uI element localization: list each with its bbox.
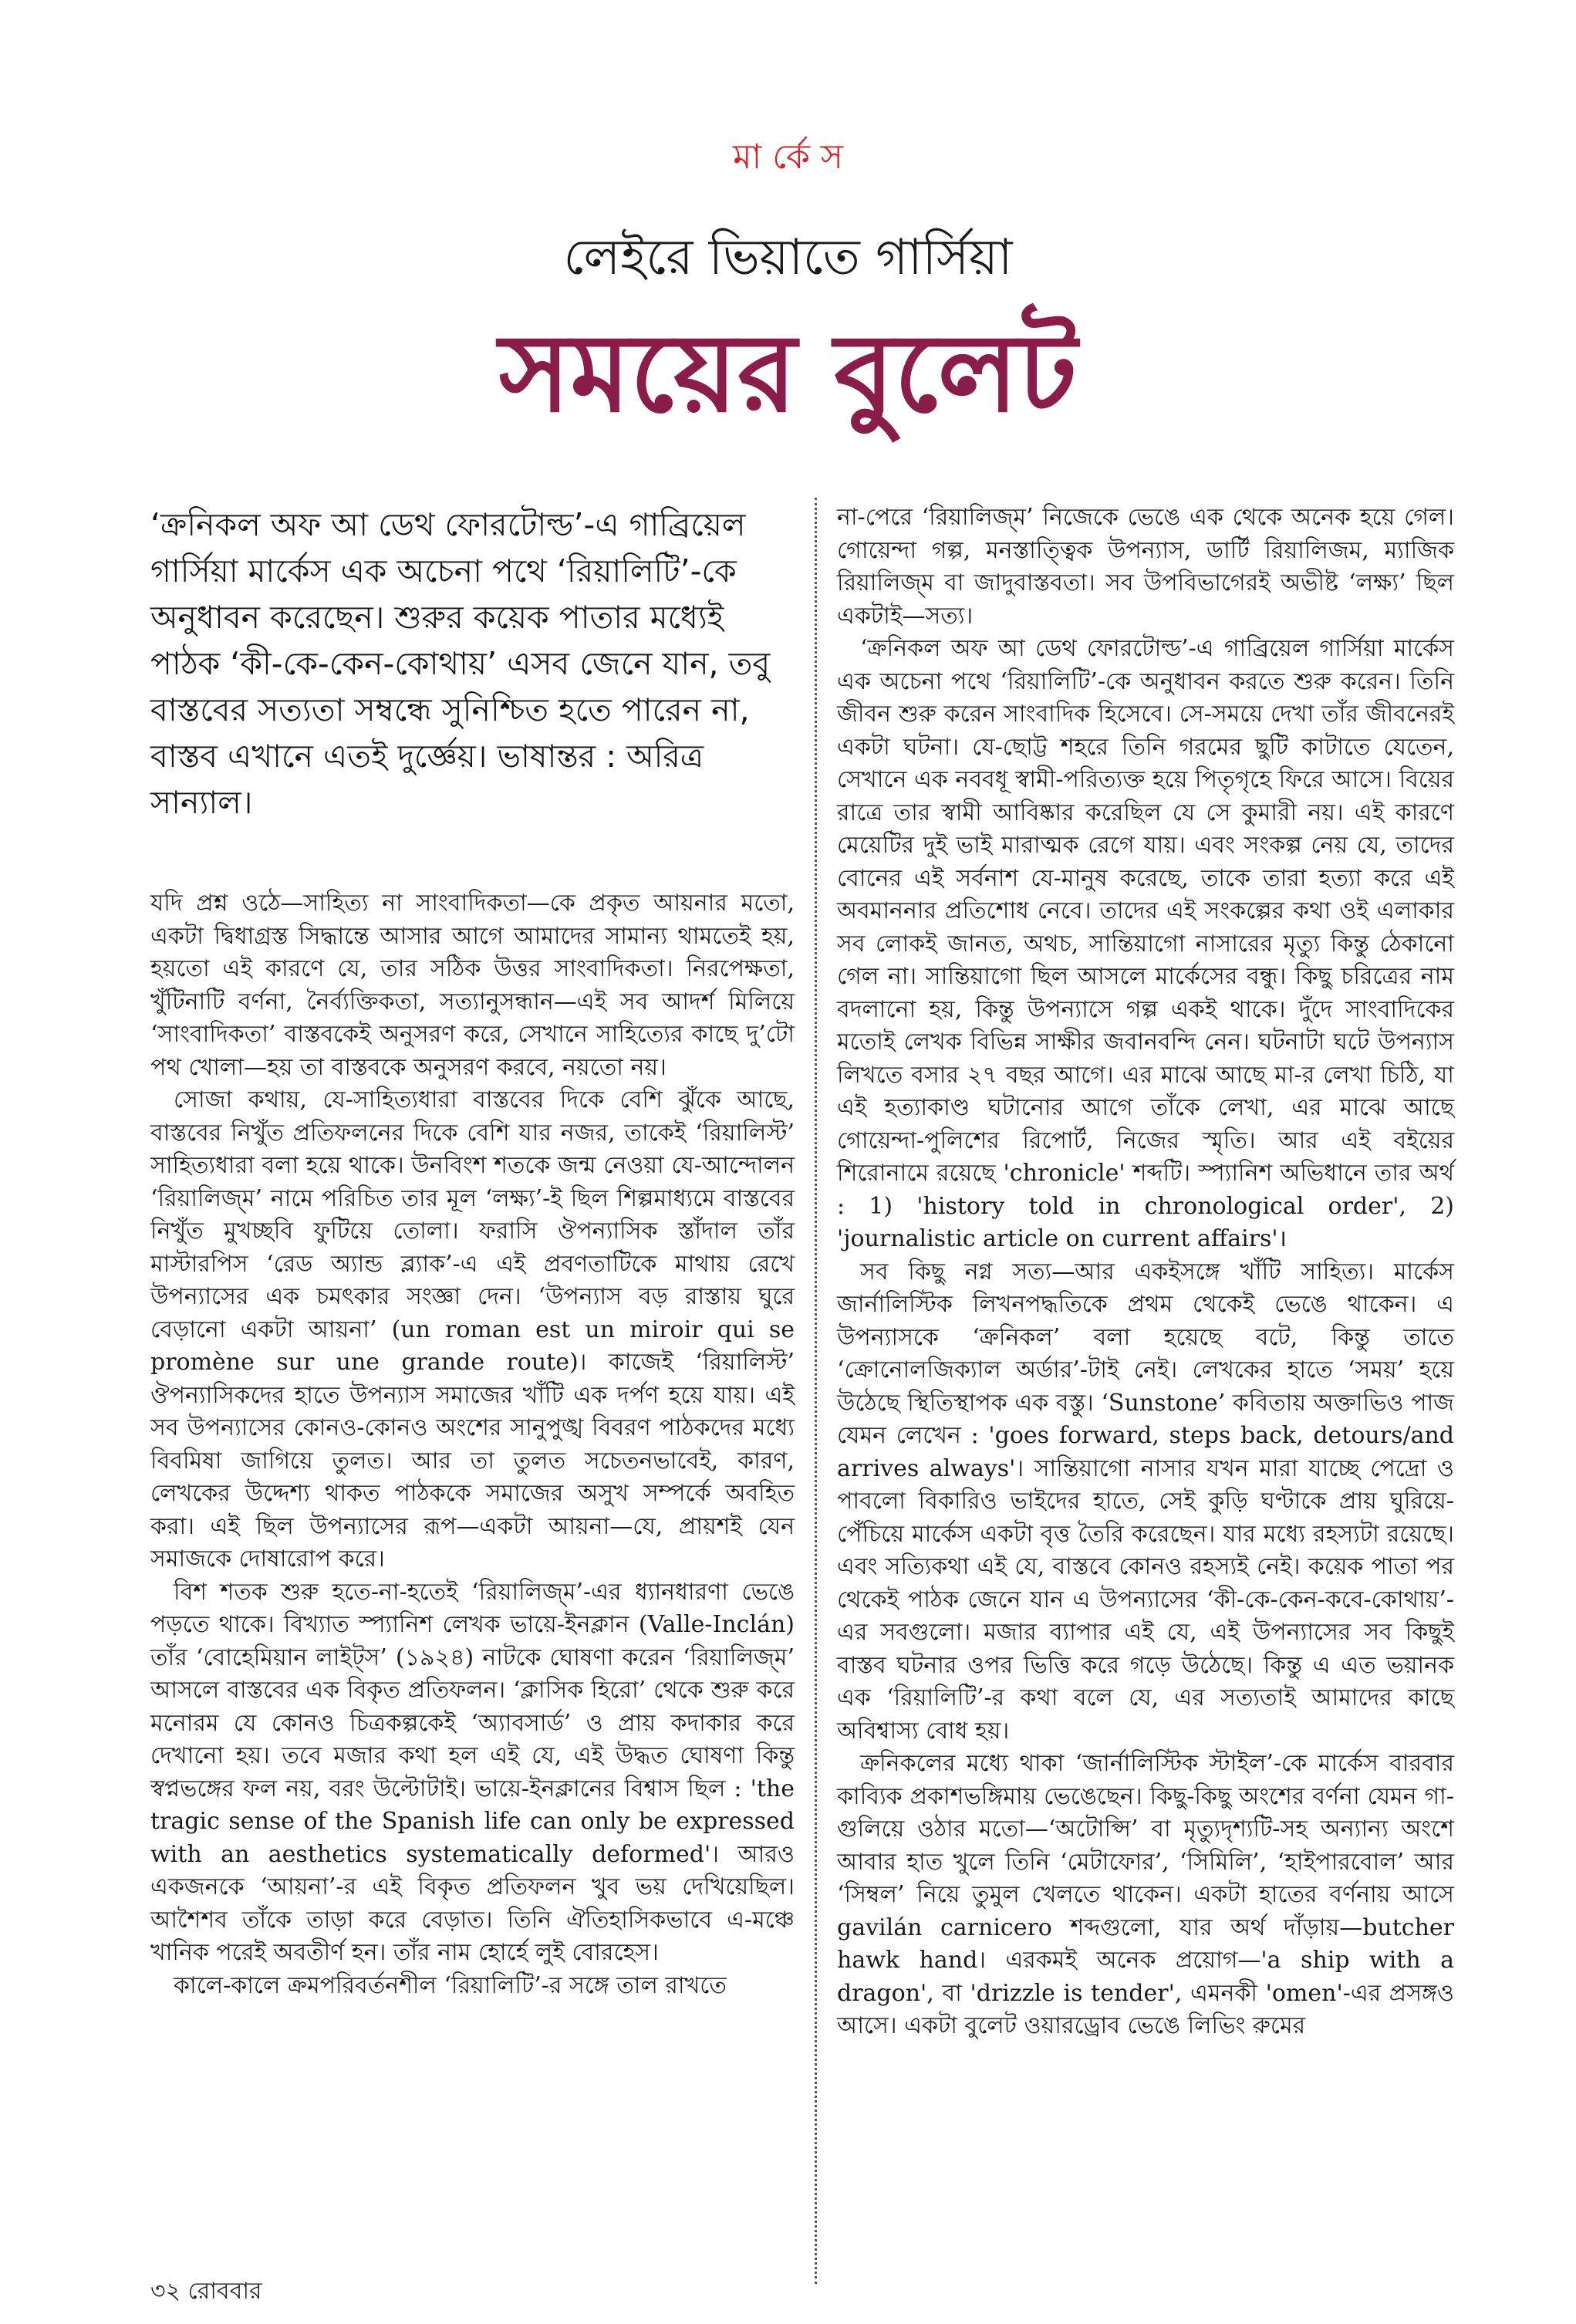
page-folio: ৩২ রোববার <box>150 2278 262 2305</box>
body-column-left <box>150 887 795 2002</box>
author-byline: লেইরে ভিয়াতে গার্সিয়া <box>563 229 1013 286</box>
paragraph: কালে-কালে ক্রমপরিবর্তনশীল ‘রিয়ালিটি’-র সঙ্গে তাল রাখতে <box>174 1971 727 1999</box>
body-column-right <box>837 502 1454 2043</box>
paragraph: সোজা কথায়, যে-সাহিত্যধারা বাস্তবের দিকে বেশি ঝুঁকে আছে, বাস্তবের নিখুঁত প্রতিফলনের দিকে বেশি যার নজর, তাকেই ‘রিয়ালিস্ট’ সাহিত্যধারা বলা হয়ে থাকে। উনবিংশ শতকে জন্ম নেওয়া যে-আন্দোলন ‘রিয়ালিজ্‌ম’ নামে পরিচিত তার মূল ‘লক্ষ্য’-ই ছিল শিল্পমাধ্যমে বাস্তবের নিখুঁত মুখচ্ছবি ফুটিয়ে তোলা। ফরাসি ঔপন্যাসিক স্তাঁদাল তাঁর মাস্টারপিস ‘রেড অ্যান্ড ব্ল্যাক’-এ এই প্রবণতাটিকে মাথায় রেখে উপন্যাসের এক চমৎকার সংজ্ঞা দেন। ‘উপন্যাস বড় রাস্তায় ঘুরে বেড়ানো একটা আয়না’ (un roman est un miroir qui se promène sur une grande route)। কাজেই ‘রিয়ালিস্ট’ ঔপন্যাসিকদের হাতে উপন্যাস সমাজের খাঁটি এক দর্পণ হয়ে যায়। এই সব উপন্যাসের কোনও-কোনও অংশের সানুপুঙ্খ বিবরণ পাঠকদের মধ্যে বিবমিষা জাগিয়ে তুলত। আর তা তুলত সচেতনভাবেই, কারণ, লেখকের উদ্দেশ্য থাকত পাঠককে সমাজের অসুখ সম্পর্কে অবহিত করা। এই ছিল উপন্যাসের রূপ—একটা আয়না—যে, প্রায়শই যেন সমাজকে দোষারোপ করে। <box>150 1086 795 1572</box>
paragraph: ক্রনিকলের মধ্যে থাকা ‘জার্নালিস্টিক স্টাইল’-কে মার্কেস বারবার কাব্যিক প্রকাশভঙ্গিমায় ভেঙেছেন। কিছু-কিছু অংশের বর্ণনা যেমন গা-গুলিয়ে ওঠার মতো—‘অটোপ্সি’ বা মৃত্যুদৃশ্যটি-সহ অন্যান্য অংশে আবার হাত খুলে তিনি ‘মেটাফোর’, ‘সিমিলি’, ‘হাইপারবোল’ আর ‘সিম্বল’ নিয়ে তুমুল খেলতে থাকেন। একটা হাতের বর্ণনায় আসে gavilán carnicero শব্দগুলো, যার অর্থ দাঁড়ায়—butcher hawk hand। এরকমই অনেক প্রয়োগ—'a ship with a dragon', বা 'drizzle is tender', এমনকী 'omen'-এর প্রসঙ্গও আসে। একটা বুলেট ওয়ারড্রোব ভেঙে লিভিং রুমের <box>837 1750 1454 2039</box>
paragraph: ‘ক্রনিকল অফ আ ডেথ ফোরটোল্ড’-এ গাব্রিয়েল গার্সিয়া মার্কেস এক অচেনা পথে ‘রিয়ালিটি’-কে অনুধাবন করতে শুরু করেন। তিনি জীবন শুরু করেন সাংবাদিক হিসেবে। সে-সময়ে দেখা তাঁর জীবনেরই একটা ঘটনা। যে-ছোট্ট শহরে তিনি গরমের ছুটি কাটাতে যেতেন, সেখানে এক নববধূ স্বামী-পরিত্যক্ত হয়ে পিতৃগৃহে ফিরে আসে। বিয়ের রাত্রে তার স্বামী আবিষ্কার করেছিল যে সে কুমারী নয়। এই কারণে মেয়েটির দুই ভাই মারাত্মক রেগে যায়। এবং সংকল্প নেয় যে, তাদের বোনের এই সর্বনাশ যে-মানুষ করেছে, তাকে তারা হত্যা করে এই অবমাননার প্রতিশোধ নেবে। তাদের এই সংকল্পের কথা ওই এলাকার সব লোকই জানত, অথচ, সান্তিয়াগো নাসারের মৃত্যু কিন্তু ঠেকানো গেল না। সান্তিয়াগো ছিল আসলে মার্কেসের বন্ধু। কিছু চরিত্রের নাম বদলানো হয়, কিন্তু উপন্যাসে গল্প একই থাকে। দুঁদে সাংবাদিকের মতোই লেখক বিভিন্ন সাক্ষীর জবানবন্দি নেন। ঘটনাটা ঘটে উপন্যাস লিখতে বসার ২৭ বছর আগে। এর মাঝে আছে মা-র লেখা চিঠি, যা এই হত্যাকাণ্ড ঘটানোর আগে তাঁকে লেখা, এর মাঝে আছে গোয়েন্দা-পুলিশের রিপোর্ট, নিজের স্মৃতি। আর এই বইয়ের শিরোনামে রয়েছে 'chronicle' শব্দটি। স্প্যানিশ অভিধানে তার অর্থ : 1) 'history told in chronological order', 2) 'journalistic article on current affairs'। <box>837 635 1454 1252</box>
section-tag: মা র্কে স <box>733 137 843 177</box>
article-title: সময়ের বুলেট <box>498 311 1078 437</box>
standfirst: ‘ক্রনিকল অফ আ ডেথ ফোরটোল্ড’-এ গাব্রিয়েল গার্সিয়া মার্কেস এক অচেনা পথে ‘রিয়ালিটি’-কে অনুধাবন করেছেন। শুরুর কয়েক পাতার মধ্যেই পাঠক ‘কী-কে-কেন-কোথায়’ এসব জেনে যান, তবু বাস্তবের সত্যতা সম্বন্ধে সুনিশ্চিত হতে পারেন না, বাস্তব এখানে এতই দুর্জ্ঞেয়। ভাষান্তর : অরিত্র সান্যাল। <box>150 506 771 821</box>
paragraph: না-পেরে ‘রিয়ালিজ্‌ম’ নিজেকে ভেঙে এক থেকে অনেক হয়ে গেল। গোয়েন্দা গল্প, মনস্তাত্ত্বিক উপন্যাস, ডার্টি রিয়ালিজম, ম্যাজিক রিয়ালিজ্‌ম বা জাদুবাস্তবতা। সব উপবিভাগেরই অভীষ্ট ‘লক্ষ্য’ ছিল একটাই—সত্য। <box>837 504 1454 630</box>
paragraph: যদি প্রশ্ন ওঠে—সাহিত্য না সাংবাদিকতা—কে প্রকৃত আয়নার মতো, একটা দ্বিধাগ্রস্ত সিদ্ধান্তে আসার আগে আমাদের সামান্য থামতেই হয়, হয়তো এই কারণে যে, তার সঠিক উত্তর সাংবাদিকতা। নিরপেক্ষতা, খুঁটিনাটি বর্ণনা, নৈর্ব্যক্তিকতা, সত্যানুসন্ধান—এই সব আদর্শ মিলিয়ে ‘সাংবাদিকতা’ বাস্তবকেই অনুসরণ করে, সেখানে সাহিত্যের কাছে দু’টো পথ খোলা—হয় তা বাস্তবকে অনুসরণ করবে, নয়তো নয়। <box>150 890 795 1081</box>
column-divider <box>815 498 817 2284</box>
paragraph: সব কিছু নগ্ন সত্য—আর একইসঙ্গে খাঁটি সাহিত্য। মার্কেস জার্নালিস্টিক লিখনপদ্ধতিকে প্রথম থেকেই ভেঙে থাকেন। এ উপন্যাসকে ‘ক্রনিকল’ বলা হয়েছে বটে, কিন্তু তাতে ‘ক্রোনোলজিক্যাল অর্ডার’-টাই নেই। লেখকের হাতে ‘সময়’ হয়ে উঠেছে স্থিতিস্থাপক এক বস্তু। ‘Sunstone’ কবিতায় অক্তাভিও পাজ যেমন লেখেন : 'goes forward, steps back, detours/and arrives always'। সান্তিয়াগো নাসার যখন মারা যাচ্ছে পেদ্রো ও পাবলো বিকারিও ভাইদের হাতে, সেই কুড়ি ঘণ্টাকে প্রায় ঘুরিয়ে-পেঁচিয়ে মার্কেস একটা বৃত্ত তৈরি করেছেন। যার মধ্যে রহস্যটা রয়েছে। এবং সত্যিকথা এই যে, বাস্তবে কোনও রহস্যই নেই। কয়েক পাতা পর থেকেই পাঠক জেনে যান এ উপন্যাসের ‘কী-কে-কেন-কবে-কোথায়’-এর সবগুলো। মজার ব্যাপার এই যে, এই উপন্যাসের সব কিছুই বাস্তব ঘটনার ওপর ভিত্তি করে গড়ে উঠেছে। কিন্তু এ এত ভয়ানক এক ‘রিয়ালিটি’-র কথা বলে যে, এর সত্যতাই আমাদের কাছে অবিশ্বাস্য বোধ হয়। <box>837 1258 1454 1745</box>
paragraph: বিশ শতক শুরু হতে-না-হতেই ‘রিয়ালিজ্‌ম’-এর ধ্যানধারণা ভেঙে পড়তে থাকে। বিখ্যাত স্প্যানিশ লেখক ভায়ে-ইনক্লান (Valle-Inclán) তাঁর ‘বোহেমিয়ান লাইট্‌স’ (১৯২৪) নাটকে ঘোষণা করেন ‘রিয়ালিজ্‌ম’ আসলে বাস্তবের এক বিকৃত প্রতিফলন। ‘ক্লাসিক হিরো’ থেকে শুরু করে মনোরম যে কোনও চিত্রকল্পকেই ‘অ্যাবসার্ড’ ও প্রায় কদাকার করে দেখানো হয়। তবে মজার কথা হল এই যে, এই উদ্ধত ঘোষণা কিন্তু স্বপ্নভঙ্গের ফল নয়, বরং উল্টোটাই। ভায়ে-ইনক্লানের বিশ্বাস ছিল : 'the tragic sense of the Spanish life can only be expressed with an aesthetics systematically deformed'। আরও একজনকে ‘আয়না’-র এই বিকৃত প্রতিফলন খুব ভয় দেখিয়েছিল। আশৈশব তাঁকে তাড়া করে বেড়াত। তিনি ঐতিহাসিকভাবে এ-মঞ্চে খানিক পরেই অবতীর্ণ হন। তাঁর নাম হোর্হে লুই বোরহেস। <box>150 1578 795 1966</box>
